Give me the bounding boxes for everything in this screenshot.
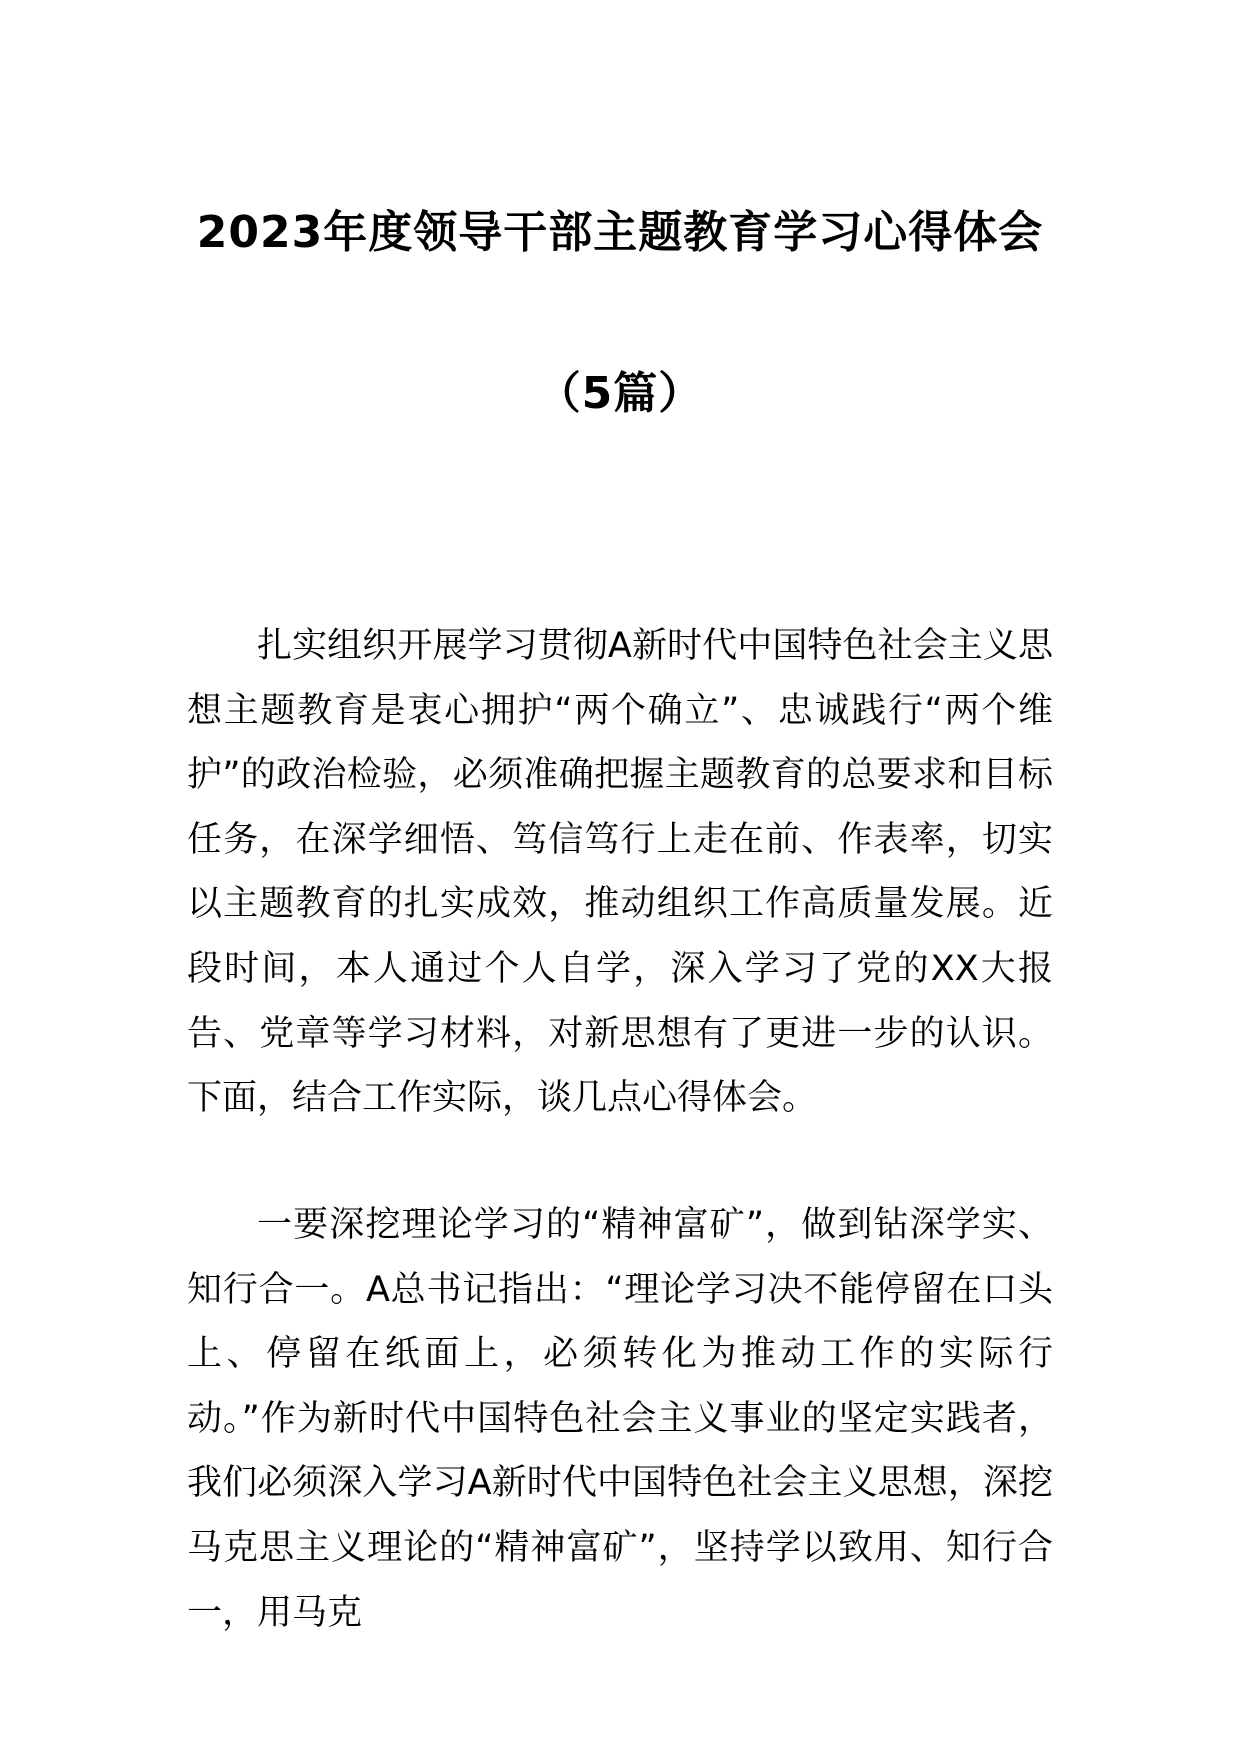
document-subtitle: （5篇） (536, 368, 704, 419)
body-paragraph-2: 一要深挖理论学习的“精神富矿”，做到钻深学实、知行合一。A总书记指出：“理论学习决不能停留在口头上、停留在纸面上，必须转化为推动工作的实际行动。”作为新时代中国特色社会主义事业的坚定实践者，我们必须深入学习A新时代中国特色社会主义思想，深挖马克思主义理论的“精神富矿”，坚持学以致用、知行合一，用马克 (187, 1205, 1053, 1633)
document-title: 2023年度领导干部主题教育学习心得体会 (196, 207, 1044, 258)
body-paragraph-1: 扎实组织开展学习贯彻A新时代中国特色社会主义思想主题教育是衷心拥护“两个确立”、忠诚践行“两个维护”的政治检验，必须准确把握主题教育的总要求和目标任务，在深学细悟、笃信笃行上走在前、作表率，切实以主题教育的扎实成效，推动组织工作高质量发展。近段时间，本人通过个人自学，深入学习了党的XX大报告、党章等学习材料，对新思想有了更进一步的认识。下面，结合工作实际，谈几点心得体会。 (187, 626, 1053, 1119)
